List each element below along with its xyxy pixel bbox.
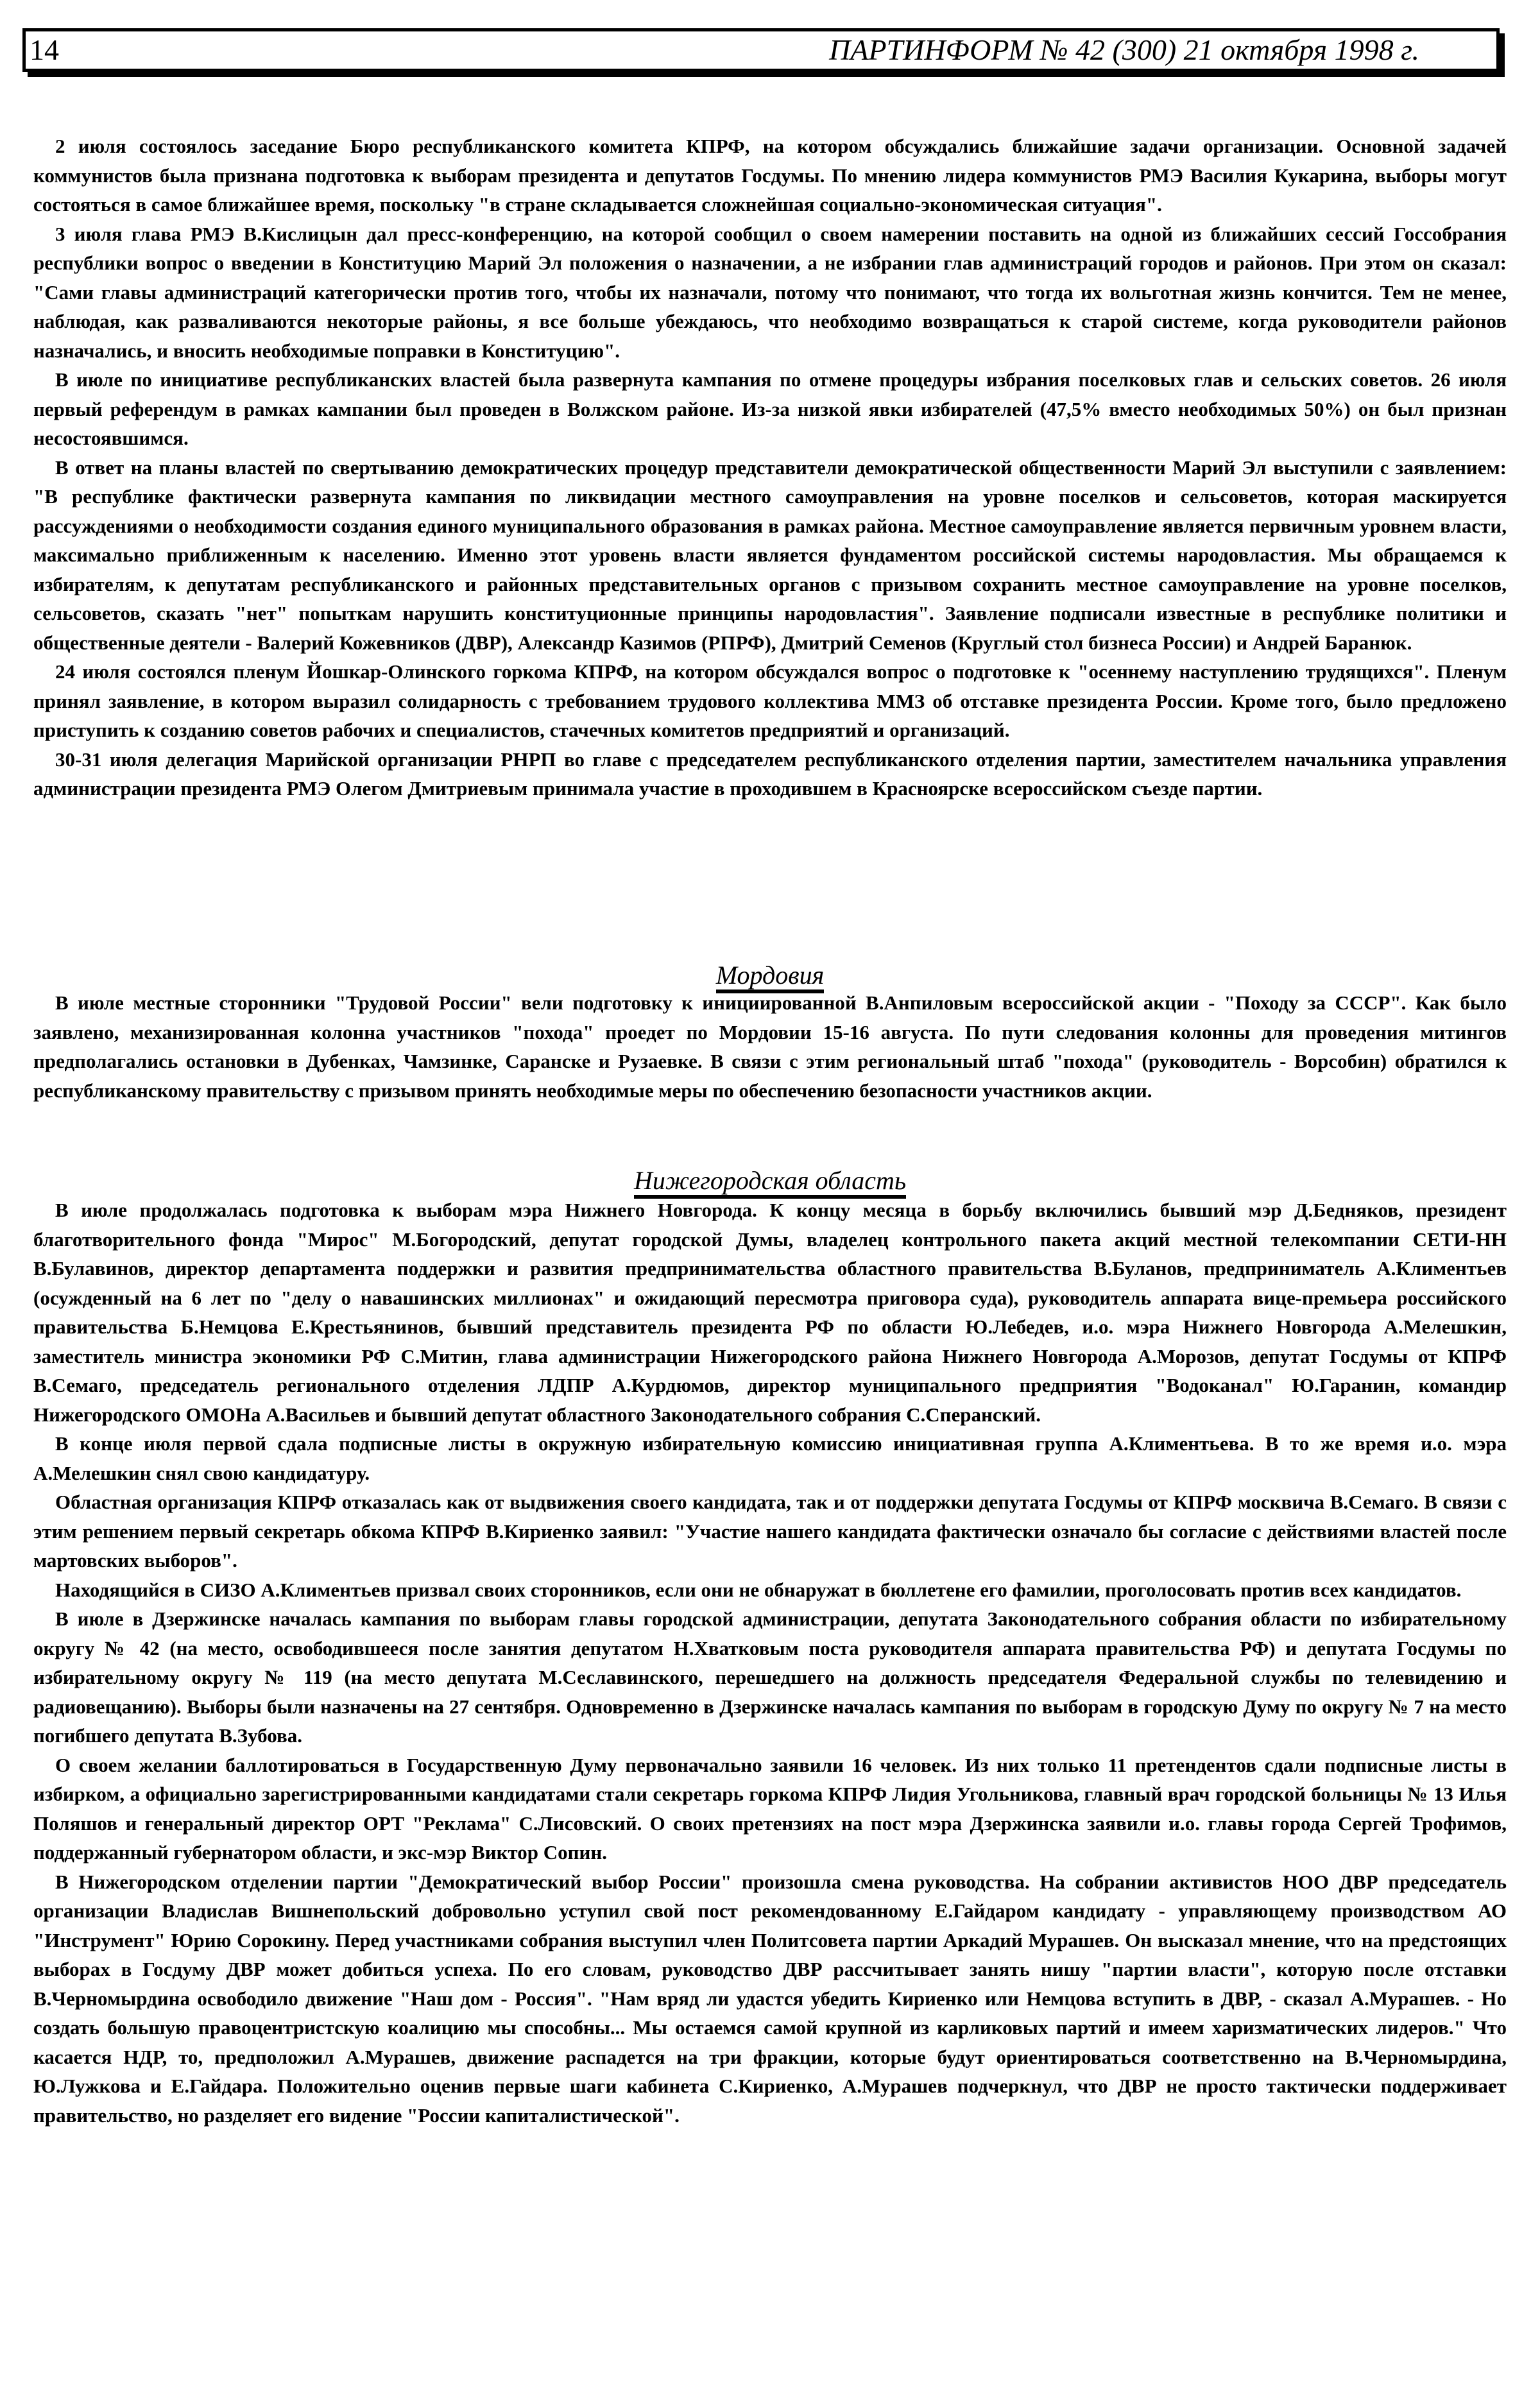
paragraph: Областная организация КПРФ отказалась как от выдвижения своего кандидата, так и от поддержки депутата Госдумы от КПРФ москвича В.Семаго. В связи с этим решением первый секретарь обкома КПРФ В.Кириенко заявил: "Участие нашего кандидата фактически означало бы согласие с действиями властей после мартовских выборов". (33, 1491, 1507, 1572)
section-heading-nizhny (0, 1167, 1540, 1195)
paragraph: В июле в Дзержинске началась кампания по выборам главы городской администрации, депутата Законодательного собрания области по избирательному округу № 42 (на место, освободившееся после занятия депутатом Н.Хватковым поста руководителя аппарата правительства РФ) и депутата Госдумы по избирательному округу № 119 (на место депутата М.Сеславинского, перешедшего на должность председателя Федеральной службы по телевидению и радиовещанию). Выборы были назначены на 27 сентября. Одновременно в Дзержинске началась кампания по выборам в городскую Думу по округу № 7 на место погибшего депутата В.Зубова. (33, 1607, 1507, 1747)
section-mari-el (33, 132, 1507, 803)
paragraph: В Нижегородском отделении партии "Демократический выбор России" произошла смена руководства. На собрании активистов НОО ДВР председатель организации Владислав Вишнепольский добровольно уступил свой пост рекомендованному Е.Гайдаром кандидату - управляющему производством АО "Инструмент" Юрию Сорокину. Перед участниками собрания выступил член Политсовета партии Аркадий Мурашев. Он высказал мнение, что на предстоящих выборах в Госдуму ДВР может добиться успеха. По его словам, руководство ДВР рассчитывает занять нишу "партии власти", которую после отставки В.Черномырдина освободило движение "Наш дом - Россия". "Нам вряд ли удастся убедить Кириенко или Немцова вступить в ДВР, - сказал А.Мурашев. - Но создать большую правоцентристскую коалицию мы способны... Мы остаемся самой крупной из карликовых партий и имеем харизматических лидеров." Что касается НДР, то, предположил А.Мурашев, движение распадется на три фракции, которые будут ориентироваться соответственно на В.Черномырдина, Ю.Лужкова и Е.Гайдара. Положительно оценив первые шаги кабинета С.Кириенко, А.Мурашев подчеркнул, что ДВР не просто тактически поддерживает правительство, но разделяет его видение "России капиталистической". (33, 1870, 1507, 2127)
paragraph: 3 июля глава РМЭ В.Кислицын дал пресс-конференцию, на которой сообщил о своем намерении поставить на одной из ближайших сессий Госсобрания республики вопрос о введении в Конституцию Марий Эл положения о назначении, а не избрании глав администраций городов и районов. При этом он сказал: "Сами главы администраций категорически против того, чтобы их назначали, потому что понимают, что тогда их вольготная жизнь кончится. Тем не менее, наблюдая, как разваливаются некоторые районы, я все больше убеждаюсь, что необходимо возвращаться к старой системе, когда руководители районов назначались, и вносить необходимые поправки в Конституцию". (33, 222, 1507, 362)
page-header (22, 28, 1500, 72)
page-number: 14 (30, 33, 59, 66)
paragraph: 24 июля состоялся пленум Йошкар-Олинского горкома КПРФ, на котором обсуждался вопрос о подготовке к "осеннему наступлению трудящихся". Пленум принял заявление, в котором выразил солидарность с требованием трудового коллектива ММЗ об отставке президента России. Кроме того, было предложено приступить к созданию советов рабочих и специалистов, стачечных комитетов предприятий и организаций. (33, 660, 1507, 741)
paragraph: В июле продолжалась подготовка к выборам мэра Нижнего Новгорода. К концу месяца в борьбу включились бывший мэр Д.Бедняков, президент благотворительного фонда "Мирос" М.Богородский, депутат городской Думы, владелец контрольного пакета акций местной телекомпании СЕТИ-НН В.Булавинов, директор департамента поддержки и развития предпринимательства областного правительства В.Буланов, предприниматель А.Климентьев (осужденный на 6 лет по "делу о навашинских миллионах" и ожидающий пересмотра приговора суда), руководитель аппарата вице-премьера российского правительства Б.Немцова Е.Крестьянинов, бывший представитель президента РФ по области Ю.Лебедев, и.о. мэра Нижнего Новгорода А.Мелешкин, заместитель министра экономики РФ С.Митин, глава администрации Нижегородского района Нижнего Новгорода А.Морозов, депутат Госдумы от КПРФ В.Семаго, председатель регионального отделения ЛДПР А.Курдюмов, директор муниципального предприятия "Водоканал" Ю.Гаранин, командир Нижегородского ОМОНа А.Васильев и бывший депутат областного Законодательного собрания С.Сперанский. (33, 1199, 1507, 1426)
paragraph: В июле местные сторонники "Трудовой России" вели подготовку к инициированной В.Анпиловым всероссийской акции - "Походу за СССР". Как было заявлено, механизированная колонна участников "похода" проедет по Мордовии 15-16 августа. По пути следования колонны для проведения митингов предполагались остановки в Дубенках, Чамзинке, Саранске и Рузаевке. В связи с этим региональный штаб "похода" (руководитель - Ворсобин) обратился к республиканскому правительству с призывом принять необходимые меры по обеспечению безопасности участников акции. (33, 991, 1507, 1102)
paragraph: Находящийся в СИЗО А.Климентьев призвал своих сторонников, если они не обнаружат в бюллетене его фамилии, проголосовать против всех кандидатов. (55, 1578, 1462, 1601)
paragraph: 30-31 июля делегация Марийской организации РНРП во главе с председателем республиканского отделения партии, заместителем начальника управления администрации президента РМЭ Олегом Дмитриевым принимала участие в проходившем в Красноярске всероссийском съезде партии. (33, 748, 1507, 800)
publication-title: ПАРТИНФОРМ № 42 (300) 21 октября 1998 г. (829, 33, 1419, 66)
heading-text: Мордовия (716, 961, 824, 993)
heading-text: Нижегородская область (634, 1166, 906, 1199)
section-nizhny (33, 1195, 1507, 2130)
section-heading-mordovia (0, 961, 1540, 990)
paragraph: В конце июля первой сдала подписные листы в окружную избирательную комиссию инициативная группа А.Климентьева. В то же время и.о. мэра А.Мелешкин снял свою кандидатуру. (33, 1432, 1507, 1484)
paragraph: О своем желании баллотироваться в Государственную Думу первоначально заявили 16 человек. Из них только 11 претендентов сдали подписные листы в избирком, а официально зарегистрированными кандидатами стали секретарь горкома КПРФ Лидия Угольникова, главный врач городской больницы № 13 Илья Поляшов и генеральный директор ОРТ "Реклама" С.Лисовский. О своих претензиях на пост мэра Дзержинска заявили и.о. главы города Сергей Трофимов, поддержанный губернатором области, и экс-мэр Виктор Сопин. (33, 1753, 1507, 1864)
paragraph: 2 июля состоялось заседание Бюро республиканского комитета КПРФ, на котором обсуждались ближайшие задачи организации. Основной задачей коммунистов была признана подготовка к выборам президента и депутатов Госдумы. По мнению лидера коммунистов РМЭ Василия Кукарина, выборы могут состояться в самое ближайшее время, поскольку "в стране складывается сложнейшая социально-экономическая ситуация". (33, 135, 1507, 216)
section-mordovia (33, 988, 1507, 1105)
paragraph: В ответ на планы властей по свертыванию демократических процедур представители демократической общественности Марий Эл выступили с заявлением: "В республике фактически развернута кампания по ликвидации местного самоуправления на уровне поселков и сельсоветов, которая маскируется рассуждениями о необходимости создания единого муниципального образования в рамках района. Местное самоуправление является первичным уровнем власти, максимально приближенным к населению. Именно этот уровень власти является фундаментом российской системы народовластия. Мы обращаемся к избирателям, к депутатам республиканского и районных представительных органов с призывом сохранить местное самоуправление на уровне поселков, сельсоветов, сказать "нет" попыткам нарушить конституционные принципы народовластия". Заявление подписали известные в республике политики и общественные деятели - Валерий Кожевников (ДВР), Александр Казимов (РПРФ), Дмитрий Семенов (Круглый стол бизнеса России) и Андрей Баранюк. (33, 456, 1507, 654)
paragraph: В июле по инициативе республиканских властей была развернута кампания по отмене процедуры избрания поселковых глав и сельских советов. 26 июля первый референдум в рамках кампании был проведен в Волжском районе. Из-за низкой явки избирателей (47,5% вместо необходимых 50%) он был признан несостоявшимся. (33, 368, 1507, 449)
